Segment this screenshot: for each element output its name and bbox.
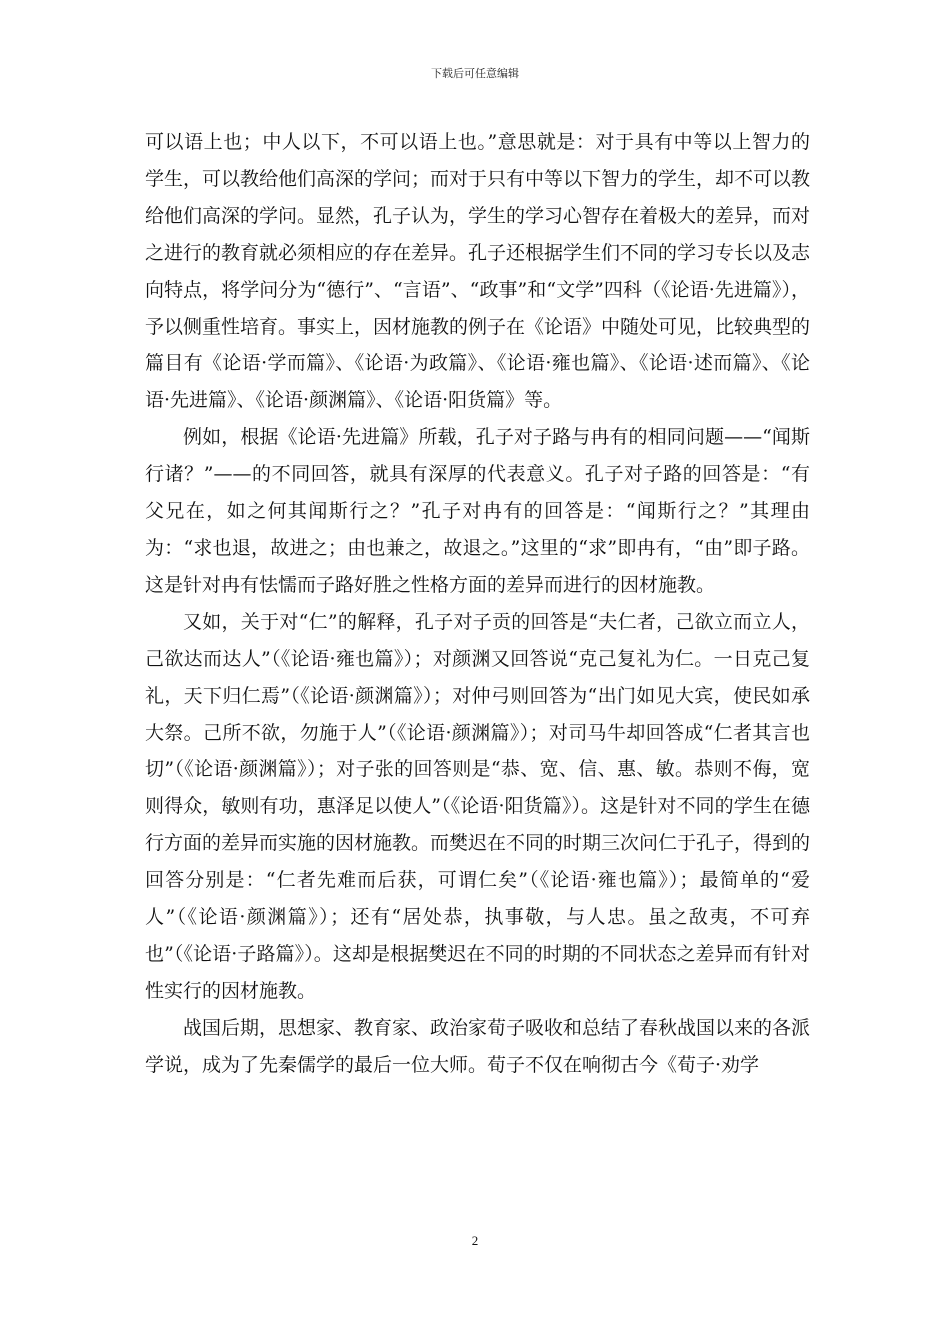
paragraph-2: 例如，根据《论语·先进篇》所载，孔子对子路与冉有的相同问题——“闻斯行诸？”——的不同回答，就具有深厚的代表意义。孔子对子路的回答是：“有父兄在，如之何其闻斯行之？”孔子对冉有的回答是：“闻斯行之？”其理由为：“求也退，故进之；由也兼之，故退之。”这里的“求”即冉有，“由”即子路。这是针对冉有怯懦而子路好胜之性格方面的差异而进行的因材施教。	[145, 426, 810, 596]
paragraph-4: 战国后期，思想家、教育家、政治家荀子吸收和总结了春秋战国以来的各派学说，成为了先秦儒学的最后一位大师。荀子不仅在响彻古今《荀子·劝学	[145, 1016, 811, 1076]
page-number: 2	[471, 1233, 479, 1248]
paragraph-3: 又如，关于对“仁”的解释，孔子对子贡的回答是“夫仁者，己欲立而立人，己欲达而达人”（《论语·雍也篇》）；对颜渊又回答说“克己复礼为仁。一日克己复礼，天下归仁焉”（《论语·颜渊篇》）；对仲弓则回答为“出门如见大宾，使民如承大祭。己所不欲，勿施于人”（《论语·颜渊篇》）；对司马牛却回答成“仁者其言也切”（《论语·颜渊篇》）；对子张的回答则是“恭、宽、信、惠、敏。恭则不侮，宽则得众，敏则有功，惠泽足以使人”（《论语·阳货篇》）。这是针对不同的学生在德行方面的差异而实施的因材施教。而樊迟在不同的时期三次问仁于孔子，得到的回答分别是：“仁者先难而后获，可谓仁矣”（《论语·雍也篇》）；最简单的“爱人”（《论语·颜渊篇》）；还有“居处恭，执事敬，与人忠。虽之敌夷，不可弃也”（《论语·子路篇》）。这却是根据樊迟在不同的时期的不同状态之差异而有针对性实行的因材施教。	[145, 610, 811, 1002]
page-header: 下载后可任意编辑	[431, 67, 519, 80]
paragraph-1: 可以语上也；中人以下，不可以语上也。”意思就是：对于具有中等以上智力的学生，可以教给他们高深的学问；而对于只有中等以下智力的学生，却不可以教给他们高深的学问。显然，孔子认为，学生的学习心智存在着极大的差异，而对之进行的教育就必须相应的存在差异。孔子还根据学生们不同的学习专长以及志向特点，将学问分为“德行”、“言语”、“政事”和“文学”四科（《论语·先进篇》），予以侧重性培育。事实上，因材施教的例子在《论语》中随处可见，比较典型的篇目有《论语·学而篇》、《论语·为政篇》、《论语·雍也篇》、《论语·述而篇》、《论语·先进篇》、《论语·颜渊篇》、《论语·阳货篇》等。	[145, 131, 811, 412]
document-body	[145, 124, 810, 1084]
